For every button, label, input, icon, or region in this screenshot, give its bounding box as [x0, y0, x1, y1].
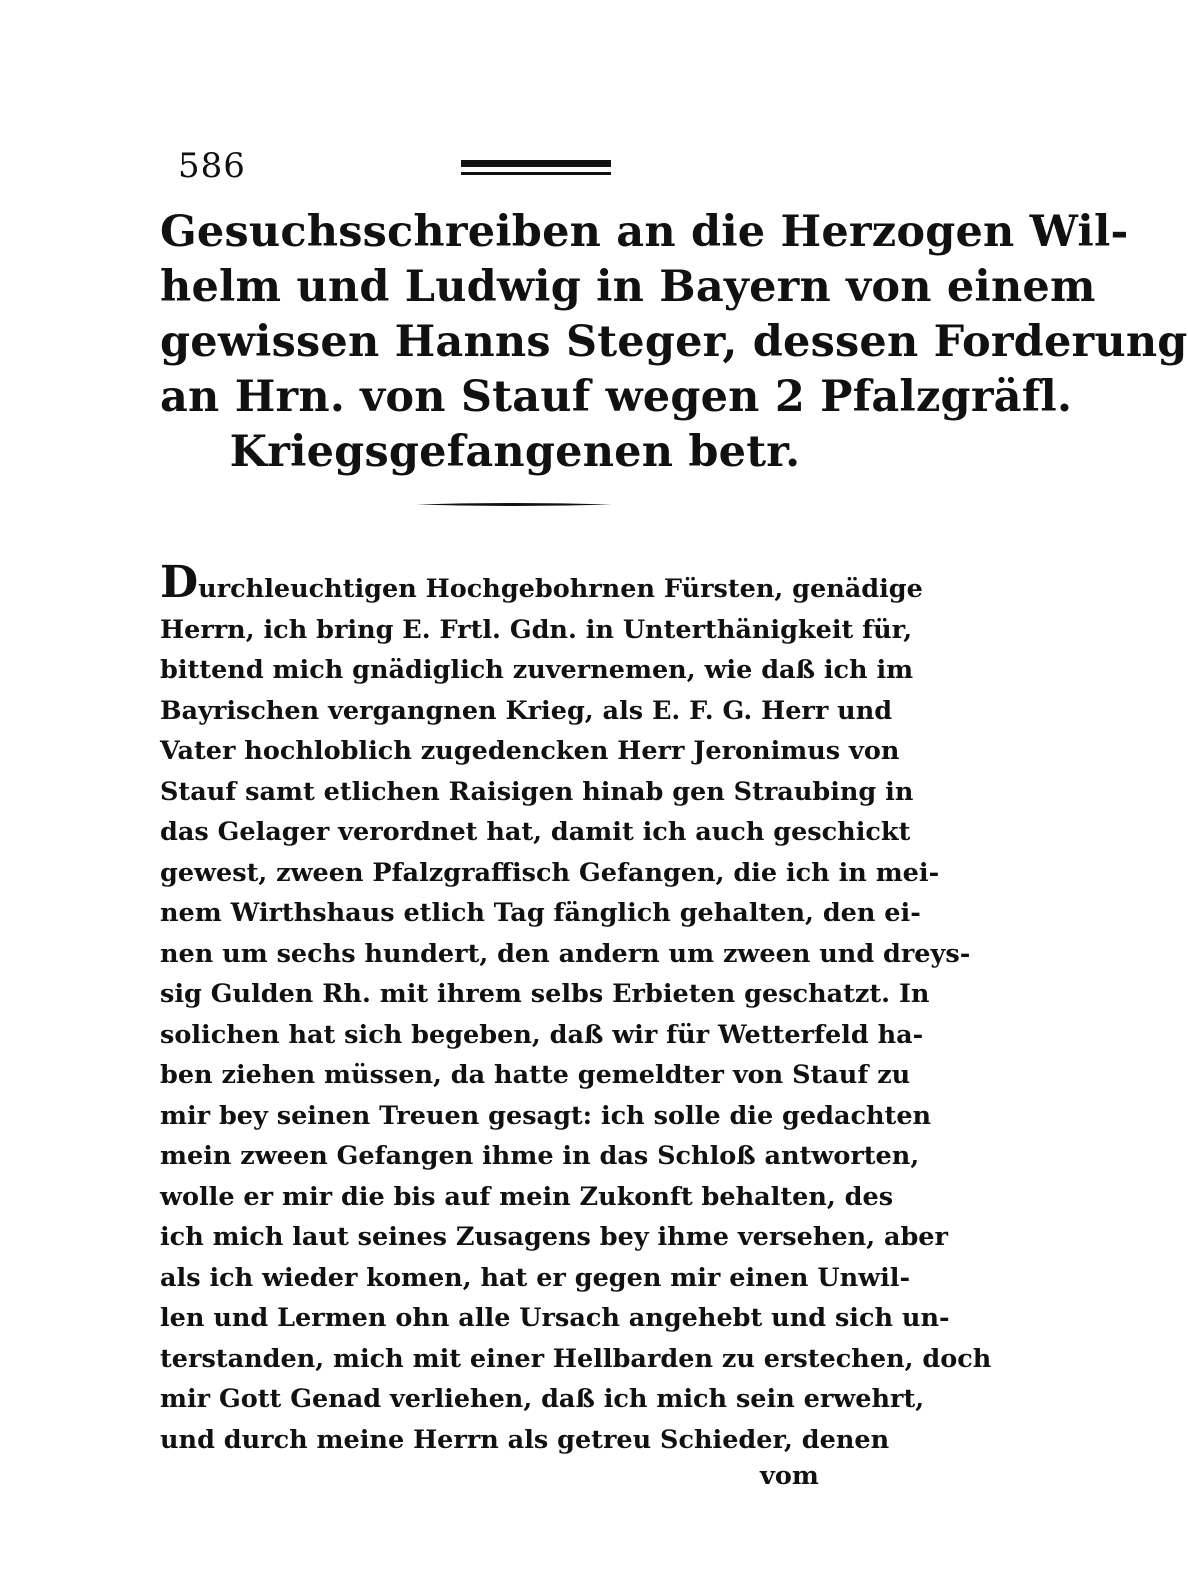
catchword: vom — [760, 1461, 819, 1491]
header-rule-thin — [461, 172, 611, 175]
body-line: len und Lermen ohn alle Ursach angehebt und sich un- — [160, 1303, 950, 1333]
body-line: Stauf samt etlichen Raisigen hinab gen Straubing in — [160, 776, 914, 807]
divider-ornament — [416, 502, 612, 507]
header-rule-thick — [461, 160, 611, 167]
body-line: solichen hat sich begeben, daß wir für Wetterfeld ha- — [160, 1019, 924, 1050]
title-line: an Hrn. von Stauf wegen 2 Pfalzgräfl. — [160, 372, 1073, 422]
body-line: gewest, zween Pfalzgraffisch Gefangen, die ich in mei- — [160, 857, 940, 888]
body-line: mir bey seinen Treuen gesagt: ich solle die gedachten — [160, 1100, 932, 1131]
body-line: und durch meine Herrn als getreu Schieder, denen — [160, 1424, 890, 1455]
title-line: helm und Ludwig in Bayern von einem — [160, 262, 1096, 312]
body-line: mir Gott Genad verliehen, daß ich mich sein erwehrt, — [160, 1384, 925, 1414]
body-line: ben ziehen müssen, da hatte gemeldter von Stauf zu — [160, 1060, 911, 1090]
body-line: sig Gulden Rh. mit ihrem selbs Erbieten geschatzt. In — [160, 979, 930, 1009]
body-line: Vater hochloblich zugedencken Herr Jeronimus von — [160, 736, 900, 766]
body-line: nen um sechs hundert, den andern um zween und dreys- — [160, 938, 971, 969]
chapter-title — [160, 205, 1188, 480]
page-number: 586 — [178, 146, 246, 186]
body-line: Durchleuchtigen Hochgebohrnen Fürsten, genädige — [160, 557, 923, 608]
title-line: gewissen Hanns Steger, dessen Forderung — [160, 317, 1188, 367]
title-line: Gesuchsschreiben an die Herzogen Wil- — [160, 207, 1129, 257]
body-line: das Gelager verordnet hat, damit ich auch geschickt — [160, 817, 911, 847]
letter-body — [160, 557, 992, 1460]
header-rule — [461, 160, 611, 176]
body-line: mein zween Gefangen ihme in das Schloß antworten, — [160, 1141, 920, 1171]
body-line: terstanden, mich mit einer Hellbarden zu erstechen, doch — [160, 1343, 992, 1374]
section-divider — [416, 502, 612, 507]
body-line: nem Wirthshaus etlich Tag fänglich gehalten, den ei- — [160, 898, 921, 928]
body-line: bittend mich gnädiglich zuvernemen, wie daß ich im — [160, 655, 914, 685]
body-line: ich mich laut seines Zusagens bey ihme versehen, aber — [160, 1222, 948, 1252]
body-line: Bayrischen vergangnen Krieg, als E. F. G. Herr und — [160, 695, 893, 726]
body-line: wolle er mir die bis auf mein Zukonft behalten, des — [160, 1181, 894, 1212]
body-line: als ich wieder komen, hat er gegen mir einen Unwil- — [160, 1262, 911, 1293]
body-line: Herrn, ich bring E. Frtl. Gdn. in Unterthänigkeit für, — [160, 614, 913, 645]
title-line: Kriegsgefangenen betr. — [229, 427, 801, 477]
